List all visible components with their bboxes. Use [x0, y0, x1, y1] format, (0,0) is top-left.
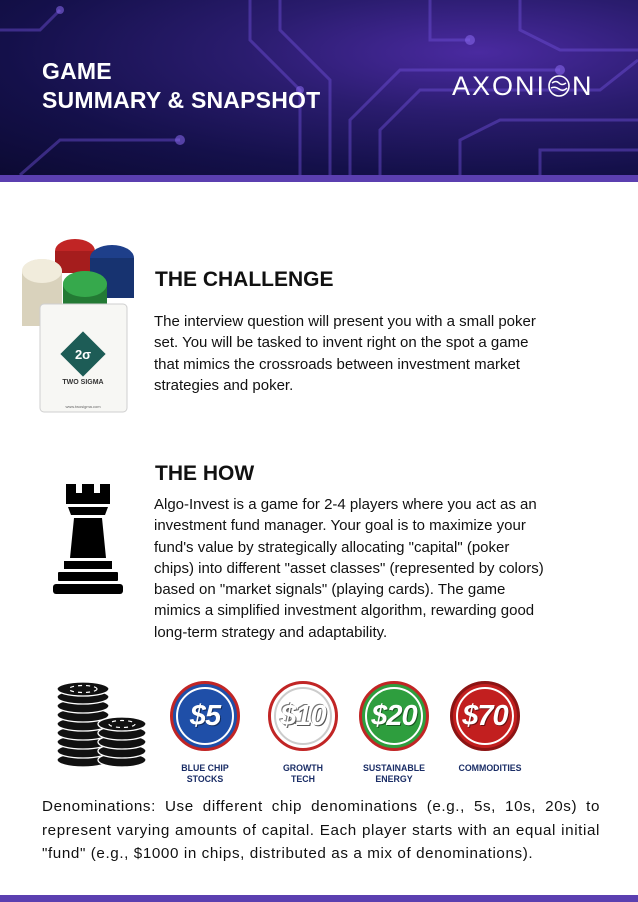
- chip-10-inner: [274, 687, 332, 745]
- logo-text-right: N: [572, 70, 594, 101]
- title-line-2: SUMMARY & SNAPSHOT: [42, 87, 321, 113]
- chip-5: [170, 681, 240, 751]
- chip-20-label: [344, 763, 444, 785]
- globe-icon: [547, 74, 571, 98]
- how-title: THE HOW: [155, 462, 255, 485]
- chip-5-value: $5: [189, 699, 221, 732]
- chip-70-label: [440, 763, 540, 774]
- header-banner: [0, 0, 638, 175]
- chip-10-value: $10: [280, 699, 326, 732]
- logo-text-left: AXONI: [452, 70, 547, 101]
- footer-accent-bar: [0, 895, 638, 902]
- chip-5-label: [155, 763, 255, 785]
- chip-10: [268, 681, 338, 751]
- poker-set-image: [20, 236, 140, 416]
- header-accent-bar: [0, 175, 638, 182]
- chip-70-inner: [456, 687, 514, 745]
- card-brand: TWO SIGMA: [62, 379, 104, 386]
- challenge-title: THE CHALLENGE: [155, 268, 334, 291]
- chip-20: [359, 681, 429, 751]
- card-logo: 2σ: [74, 347, 92, 362]
- challenge-body: The interview question will present you with a small poker set. You will be tasked to invent right on the spot a game that mimics the crossroads between investment market strategies and poker.: [154, 313, 536, 394]
- chip-10-label: [253, 763, 353, 785]
- chip-70-label-line1: COMMODITIES: [458, 763, 522, 773]
- chess-rook-icon: [52, 484, 124, 596]
- chip-stacks-icon: [50, 680, 150, 770]
- chip-20-label-line1: SUSTAINABLE: [363, 763, 425, 773]
- title-line-1: GAME: [42, 58, 112, 84]
- chip-20-inner: [365, 687, 423, 745]
- chip-70: [450, 681, 520, 751]
- chip-10-label-line1: GROWTH: [282, 763, 324, 773]
- card-url: www.twosigma.com: [65, 404, 101, 409]
- denominations-text: Denominations: Use different chip denominations (e.g., 5s, 10s, 20s) to represent varying amounts of capital. Each player starts with an equal initial "fund" (e.g., $1000 in chips, distributed as a mix of denominations).: [42, 798, 600, 862]
- chip-5-inner: [176, 687, 234, 745]
- chip-10-label-line2: TECH: [291, 774, 315, 784]
- chip-70-value: $70: [462, 699, 508, 732]
- chip-5-label-line1: BLUE CHIP: [181, 763, 229, 773]
- axonion-logo: [452, 70, 594, 102]
- how-body: Algo-Invest is a game for 2-4 players where you act as an investment fund manager. Your goal is to maximize your fund's value by strategically allocating "capital" (poker chips) into different "asset classes" (represented by colors) based on "market signals" (playing cards). The game mimics a simplified investment algorithm, rewarding good long-term strategy and adaptability.: [154, 496, 544, 641]
- chip-20-value: $20: [371, 699, 417, 732]
- chip-20-label-line2: ENERGY: [375, 774, 413, 784]
- chip-5-label-line2: STOCKS: [186, 774, 224, 784]
- page-title: [42, 57, 320, 115]
